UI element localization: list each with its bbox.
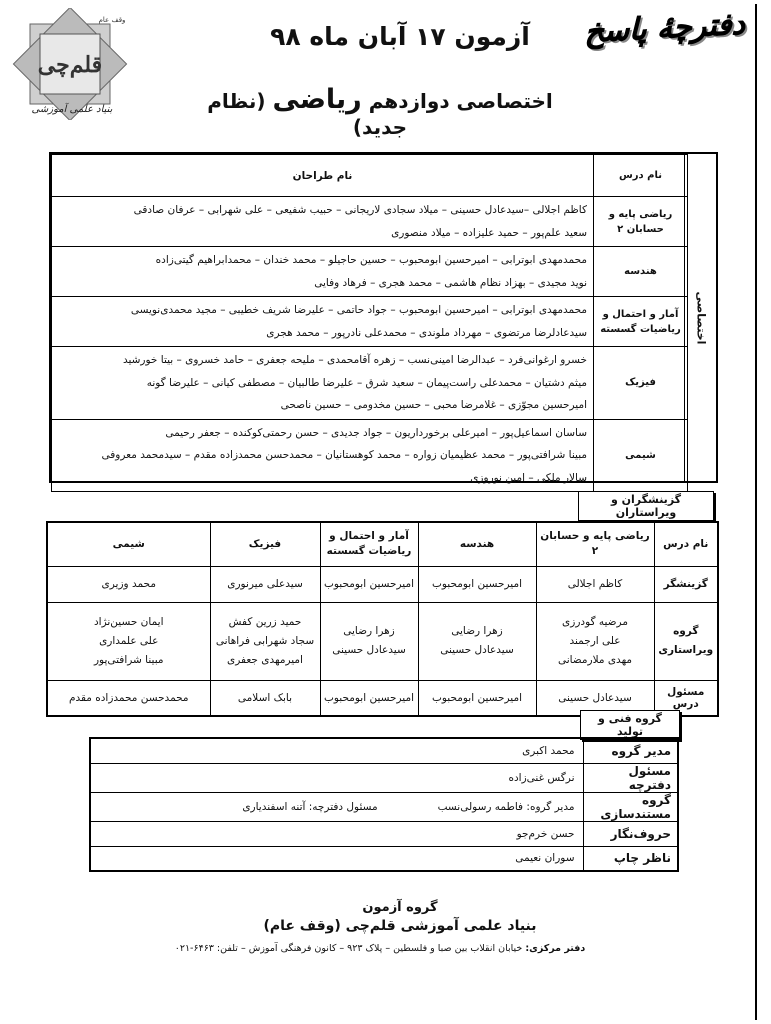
names-line: کاظم اجلالی –سیدعادل حسینی – میلاد سجادی لاریجانی – حبیب شفیعی – علی شهرابی – عرفان صادقی xyxy=(133,204,587,216)
exam-title: آزمون ۱۷ آبان ماه ۹۸ xyxy=(270,22,530,51)
names-line: سالار ملکی – امین نوروزی xyxy=(470,471,587,484)
editor-name: زهرا رضایی xyxy=(451,625,503,637)
editors-header-cell: شیمی xyxy=(47,522,210,566)
production-role: مسئول دفترچه xyxy=(583,763,678,792)
production-row xyxy=(90,821,678,846)
production-row xyxy=(90,738,678,763)
editors-cell xyxy=(536,602,654,680)
production-value-cell xyxy=(90,792,583,821)
editors-row-label: مسئول درس xyxy=(654,680,718,716)
designer-row-math xyxy=(52,197,688,247)
editors-cell: سیدعلی میرنوری xyxy=(210,566,320,602)
qalamchi-logo xyxy=(12,8,132,120)
logo-word: قلم‌چی xyxy=(37,52,103,78)
designers-table xyxy=(49,152,718,483)
production-role: حروف‌نگار xyxy=(583,821,678,846)
designers-grid xyxy=(51,154,688,492)
specialized-side-label: اختصاصی xyxy=(694,291,707,344)
editor-name: علی علمداری xyxy=(99,634,159,647)
production-value: مدیر گروه: فاطمه رسولی‌نسب xyxy=(437,800,575,813)
editors-cell: امیرحسین ابومحبوب xyxy=(320,680,418,716)
editors-header-cell: آمار و احتمال و ریاضیات گسسته xyxy=(320,522,418,566)
names-line: میثم دشتیان – محمدعلی راست‌پیمان – سعید شرق – علیرضا طالبیان – مصطفی کیانی – علیرضا گونه xyxy=(146,376,587,389)
names-cell xyxy=(52,197,594,247)
editors-row-label: گروه ویراستاری xyxy=(654,602,718,680)
editors-header-cell: نام درس xyxy=(654,522,718,566)
production-value: محمد اکبری xyxy=(90,738,583,763)
footer-address xyxy=(150,943,610,954)
editor-name: مبینا شرافتی‌پور xyxy=(93,653,164,666)
logo-tag: وقف عام xyxy=(98,16,126,24)
footer-org: بنیاد علمی آموزشی قلم‌چی (وقف عام) xyxy=(263,918,537,934)
production-table xyxy=(89,737,679,872)
names-cell xyxy=(52,419,594,492)
editors-row-label: گزینشگر xyxy=(654,566,718,602)
subject-cell: هندسه xyxy=(594,247,688,297)
subject-cell: ریاضی پایه و حسابان ۲ xyxy=(594,197,688,247)
editors-cell xyxy=(210,602,320,680)
names-line: مبینا شرافتی‌پور – محمد عظیمیان زواره – محمد کوهستانیان – محمدحسن محمدزاده مقدم – سیدمحمد معروفی xyxy=(101,449,587,461)
subject-cell: فیزیک xyxy=(594,347,688,420)
editor-name: مرضیه گودرزی xyxy=(562,615,628,628)
editors-cell: امیرحسین ابومحبوب xyxy=(418,680,536,716)
designer-row-chemistry xyxy=(52,419,688,492)
production-value: سوران نعیمی xyxy=(90,846,583,871)
exam-subtitle xyxy=(190,84,570,139)
names-line: نوید مجیدی – بهزاد نظام هاشمی – محمد هجری – فرهاد وفایی xyxy=(314,276,587,289)
names-line: سیدعادلرضا مرتضوی – مهرداد ملوندی – محمدعلی نادرپور – محمد هجری xyxy=(266,326,587,339)
editors-cell xyxy=(47,602,210,680)
editors-cell xyxy=(320,602,418,680)
names-line: سعید علم‌پور – حمید علیزاده – میلاد منصوری xyxy=(391,226,587,239)
answer-booklet-brand: دفترچهٔ پاسخ xyxy=(584,6,745,50)
subject-cell: شیمی xyxy=(594,419,688,492)
subtitle-pre: اختصاصی دوازدهم xyxy=(368,89,553,113)
editor-name: ایمان حسین‌نژاد xyxy=(94,615,164,628)
production-row xyxy=(90,763,678,792)
designers-header-row xyxy=(52,155,688,197)
editor-name: مهدی ملارمضانی xyxy=(557,653,633,666)
names-cell xyxy=(52,297,594,347)
production-role: مدیر گروه xyxy=(583,738,678,763)
editors-cell: کاظم اجلالی xyxy=(536,566,654,602)
names-cell xyxy=(52,247,594,297)
production-role: گروه مستندسازی xyxy=(583,792,678,821)
editors-cell: امیرحسین ابومحبوب xyxy=(418,566,536,602)
logo-caption: بنیاد علمی آموزشی xyxy=(31,104,113,115)
editors-header-row xyxy=(47,522,718,566)
editors-header-cell: فیزیک xyxy=(210,522,320,566)
production-section-label: گروه فنی و تولید xyxy=(580,710,680,740)
names-line: محمدمهدی ابوترابی – امیرحسین ابومحبوب – جواد حاتمی – علیرضا شریف خطیبی – مجید محمدی‌نویسی xyxy=(130,304,587,316)
production-row xyxy=(90,846,678,871)
editor-name: حمید زرین کفش xyxy=(228,615,302,628)
editors-cell: محمدحسن محمدزاده مقدم xyxy=(47,680,210,716)
specialized-side-cell xyxy=(684,154,716,481)
names-cell xyxy=(52,347,594,420)
subject-cell: آمار و احتمال و ریاضیات گسسته xyxy=(594,297,688,347)
production-value: حسن خرم‌جو xyxy=(90,821,583,846)
designer-row-statistics xyxy=(52,297,688,347)
editor-name: سجاد شهرابی فراهانی xyxy=(215,634,315,647)
col-subject-header: نام درس xyxy=(594,155,688,197)
page-border-line xyxy=(755,4,757,1020)
production-value-extra: مسئول دفترچه: آتنه اسفندیاری xyxy=(242,800,378,813)
names-line: خسرو ارغوانی‌فرد – عبدالرضا امینی‌نسب – زهره آقامحمدی – ملیحه جعفری – حامد خسروی – بیتا خورشید xyxy=(122,354,587,366)
designer-row-physics xyxy=(52,347,688,420)
footer-group: گروه آزمون xyxy=(362,900,438,915)
editor-name: امیرمهدی جعفری xyxy=(227,653,303,666)
editors-cell: امیرحسین ابومحبوب xyxy=(320,566,418,602)
editors-cell: بابک اسلامی xyxy=(210,680,320,716)
names-line: ساسان اسماعیل‌پور – امیرعلی برخورداریون – جواد جدیدی – حسن رحمتی‌کوکنده – جعفر رحیمی xyxy=(165,426,587,439)
editors-row-editing-group xyxy=(47,602,718,680)
editors-header-cell: ریاضی پایه و حسابان ۲ xyxy=(536,522,654,566)
editors-cell xyxy=(418,602,536,680)
names-line: امیرحسین مجوّزی – غلامرضا محبی – حسین مخدومی – حسین ناصحی xyxy=(280,399,587,411)
production-value: نرگس غنی‌زاده xyxy=(90,763,583,792)
footer-address-label: دفتر مرکزی: xyxy=(525,943,586,954)
editors-header-cell: هندسه xyxy=(418,522,536,566)
production-row xyxy=(90,792,678,821)
editors-section-label: گزینشگران و ویراستاران xyxy=(578,491,714,521)
production-role: ناظر چاپ xyxy=(583,846,678,871)
editor-name: سیدعادل حسینی xyxy=(440,644,514,656)
names-line: محمدمهدی ابوترابی – امیرحسین ابومحبوب – حسین حاجیلو – محمد خندان – محمدابراهیم گیتی‌زاده xyxy=(155,254,587,266)
editors-table xyxy=(46,521,719,717)
subtitle-post: (نظام جدید) xyxy=(207,89,408,139)
footer-address-text: خیابان انقلاب بین صبا و فلسطین – پلاک ۹۲۳ – کانون فرهنگی آموزش – تلفن: ۶۴۶۳-۰۲۱ xyxy=(174,943,523,954)
editors-row-selector xyxy=(47,566,718,602)
editors-cell: سیدعادل حسینی xyxy=(536,680,654,716)
editor-name: زهرا رضایی xyxy=(343,625,395,637)
subtitle-subject: ریاضی xyxy=(272,84,362,115)
editors-cell: محمد وزیری xyxy=(47,566,210,602)
designer-row-geometry xyxy=(52,247,688,297)
editor-name: علی ارجمند xyxy=(569,634,621,647)
editor-name: سیدعادل حسینی xyxy=(332,644,406,656)
col-designers-header: نام طراحان xyxy=(52,155,594,197)
